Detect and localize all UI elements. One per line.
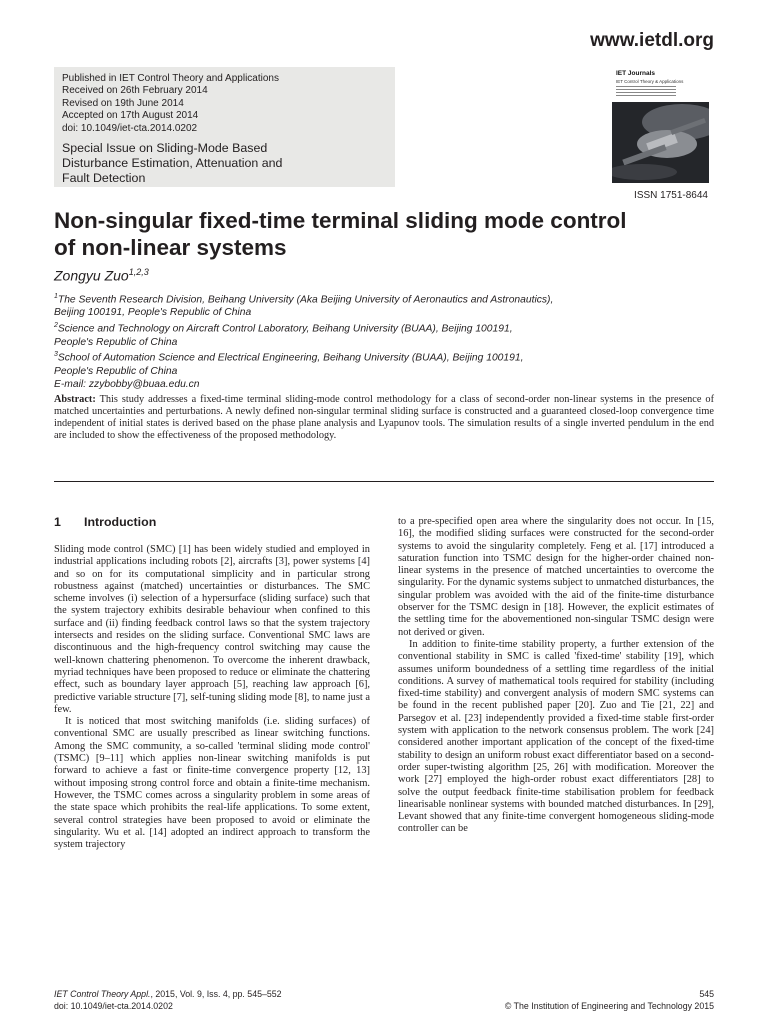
cover-text-lines [616, 86, 676, 98]
affiliation-text: People's Republic of China [54, 336, 178, 348]
special-issue-line: Special Issue on Sliding-Mode Based [62, 141, 268, 155]
published-in: Published in IET Control Theory and Applications [62, 73, 279, 84]
affiliation-text: Science and Technology on Aircraft Control Laboratory, Beihang University (BUAA), Beijing 100191, [57, 323, 513, 335]
affiliation-text: People's Republic of China [54, 365, 178, 377]
special-issue-line: Disturbance Estimation, Attenuation and [62, 156, 283, 170]
paragraph: to a pre-specified open area where the singularity does not occur. In [15, 16], the modified sliding surfaces were constructed for the second-order systems to avoid the singularity completely. Feng et al. [17] introduced a saturation function into TSMC design for the higher-order chained non-linear systems in the presence of matched uncertainties to overcome the singularity. For the dynamic systems subject to unmatched disturbances, the singular problem was avoided with the aid of the finite-time disturbance observer for the TSMC design in [18]. However, the explicit estimates of the settling time for the abovementioned non-singular TSMC design were not derived or given. [398, 516, 714, 638]
body-column-left [54, 544, 370, 851]
site-url[interactable]: www.ietdl.org [590, 30, 714, 51]
title-line: Non-singular fixed-time terminal sliding mode control [54, 208, 627, 233]
section-divider [54, 481, 714, 482]
section-number: 1 [54, 515, 61, 529]
cover-journal-title: IET Control Theory & Applications [616, 79, 684, 84]
page-number: 545 [699, 989, 714, 999]
revised-date: Revised on 19th June 2014 [62, 97, 184, 109]
abstract-label: Abstract: [54, 394, 96, 405]
footer-citation [54, 989, 282, 1012]
received-date: Received on 26th February 2014 [62, 85, 208, 97]
footer-journal: IET Control Theory Appl. [54, 989, 151, 999]
footer-volume: , 2015, Vol. 9, Iss. 4, pp. 545–552 [150, 989, 282, 999]
journal-cover-thumbnail [612, 68, 709, 183]
doi[interactable]: doi: 10.1049/iet-cta.2014.0202 [62, 122, 198, 134]
paragraph: Sliding mode control (SMC) [1] has been widely studied and employed in industrial applications including robots [2], aircrafts [3], power systems [4] and so on for its computational simplicity and in particular strong robustness against (matched) uncertainties or disturbances. The SMC scheme involves (i) selection of a hypersurface (sliding surface) such that the system trajectory exhibits desirable behaviour when confined to this surface and (ii) finding feedback control laws so that the system trajectory intersects and resides on the sliding surface. Conventional SMC laws are discontinuous and the high-frequency control switching may cause the well-known chattering phenomenon. To overcome the inherent drawback, myriad techniques have been proposed to reduce or eliminate the chattering effect, such as boundary layer approach [5], reaching law approach [6], predictive variable structure [7], self-tuning sliding mode [8], to name just a few. [54, 544, 370, 715]
affiliation-2 [54, 320, 724, 349]
section-heading [54, 515, 156, 529]
footer-doi[interactable]: doi: 10.1049/iet-cta.2014.0202 [54, 1000, 173, 1011]
title-line: of non-linear systems [54, 235, 287, 260]
special-issue-line: Fault Detection [62, 171, 146, 185]
footer-journal-line [54, 989, 282, 1001]
affiliation-3 [54, 349, 724, 378]
paragraph: It is noticed that most switching manifolds (i.e. sliding surfaces) of conventional SMC are usually prescribed as linear switching functions. Among the SMC community, a so-called 'terminal sliding mode control' (TSMC) [9–11] which applies non-linear switching manifolds is put forward to achieve a fast or finite-time convergence property [12, 13] without imposing strong control force and obtain a finite-time mechanism. However, the TSMC comes across a singularity problem in some areas of the state space which prohibits the real-life applications. To some extent, several control strategies have been proposed to avoid or eliminate the singularity. Wu et al. [14] adopted an indirect approach to transform the system trajectory [54, 716, 370, 851]
abstract [54, 394, 714, 442]
affiliation-mark: 1 [54, 293, 58, 300]
body-column-right [398, 516, 714, 836]
affiliation-1 [54, 291, 724, 320]
affiliation-mark: 2 [54, 322, 58, 330]
affiliation-text: The Seventh Research Division, Beihang University (Aka Beijing University of Aeronautics and Astronautics), [57, 294, 554, 306]
accepted-date: Accepted on 17th August 2014 [62, 110, 199, 122]
section-title: Introduction [84, 515, 157, 529]
author-name: Zongyu Zuo [54, 267, 129, 284]
author [54, 267, 149, 284]
copyright: © The Institution of Engineering and Technology 2015 [504, 1000, 714, 1011]
affiliation-text: Beijing 100191, People's Republic of China [54, 307, 252, 319]
affiliation-mark: 3 [54, 351, 58, 359]
author-affiliation-marks: 1,2,3 [128, 267, 149, 277]
paragraph: In addition to finite-time stability property, a further extension of the conventional stability in SMC is called 'fixed-time' stability [19], which assumes uniform boundedness of a settling time regardless of the initial conditions. A survey of mathematical tools required for stability (including fixed-time stability) and convergent analysis of modern SMC systems can be found in the recent published paper [20]. Zuo and Tie [21, 22] and Parsegov et al. [23] independently provided a fixed-time stable first-order system with application to the network consensus problem. The work [24] considered another important application of the concept of the fixed-time stability to design an uniform robust exact differentiator based on a second-order super-twisting algorithm [25, 26] with modification. Moreover the work [27] employed the high-order robust exact differentiators [28] to solve the output feedback finite-time stabilisation problem for feedback linearisable nonlinear systems with bounded matched disturbances. In [29], Levant showed that any finite-time convergent homogeneous sliding-mode controller can be [398, 638, 714, 835]
author-email[interactable]: E-mail: zzybobby@buaa.edu.cn [54, 378, 200, 390]
paper-title [54, 207, 724, 261]
cover-logo: IET Journals [616, 70, 656, 77]
publication-info-box [54, 67, 395, 187]
affiliations [54, 291, 724, 392]
special-issue [62, 141, 282, 186]
abstract-text: This study addresses a fixed-time terminal sliding-mode control methodology for a class of second-order non-linear systems in the presence of matched uncertainties and perturbations. A newly defined non-singular terminal sliding surface is constructed and a guaranteed closed-loop convergence time independent of initial states is derived based on the phase plane analysis and Lyapunov tools. The simulation results of a single inverted pendulum in the end are included to show the effectiveness of the proposed methodology. [54, 394, 715, 442]
footer-right [505, 989, 714, 1012]
affiliation-text: School of Automation Science and Electrical Engineering, Beihang University (BUAA), Beijing 100191, [57, 352, 524, 364]
satellite-cover-image [612, 102, 709, 183]
publication-history [62, 73, 279, 135]
issn: ISSN 1751-8644 [634, 190, 708, 201]
